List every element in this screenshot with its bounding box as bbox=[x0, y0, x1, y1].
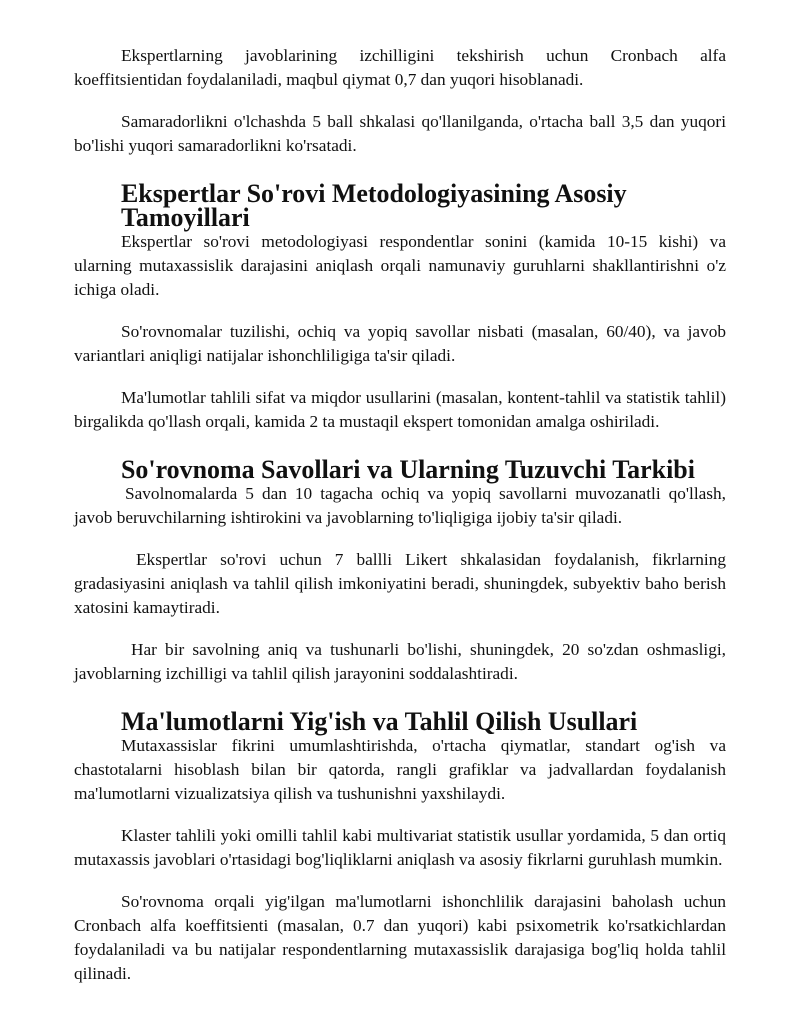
questions-paragraph-1: Savolnomalarda 5 dan 10 tagacha ochiq va yopiq savollarni muvozanatli qo'llash, javob beruvchilarning ishtirokini va javoblarning to'liqligiga ijobiy ta'sir qiladi. bbox=[74, 484, 726, 527]
section-questions bbox=[74, 455, 726, 686]
methodology-paragraph-2: So'rovnomalar tuzilishi, ochiq va yopiq savollar nisbati (masalan, 60/40), va javob variantlari aniqligi natijalar ishonchliligiga ta'sir qiladi. bbox=[74, 322, 726, 365]
intro-paragraph-1: Ekspertlarning javoblarining izchilligini tekshirish uchun Cronbach alfa koeffitsientidan foydalaniladi, maqbul qiymat 0,7 dan yuqori hisoblanadi. bbox=[74, 46, 726, 89]
intro-paragraph-2: Samaradorlikni o'lchashda 5 ball shkalasi qo'llanilganda, o'rtacha ball 3,5 dan yuqori bo'lishi yuqori samaradorlikni ko'rsatadi. bbox=[74, 112, 726, 155]
questions-paragraph-3: Har bir savolning aniq va tushunarli bo'lishi, shuningdek, 20 so'zdan oshmasligi, javoblarning izchilligi va tahlil qilish jarayonini soddalashtiradi. bbox=[74, 640, 726, 683]
section-heading-questions: So'rovnoma Savollari va Ularning Tuzuvchi Tarkibi bbox=[121, 455, 695, 484]
questions-paragraph-2: Ekspertlar so'rovi uchun 7 ballli Likert shkalasidan foydalanish, fikrlarning gradasiyasini aniqlash va tahlil qilish imkoniyatini beradi, shuningdek, subyektiv baho berish xatosini kamaytiradi. bbox=[74, 550, 726, 617]
data-methods-paragraph-3: So'rovnoma orqali yig'ilgan ma'lumotlarni ishonchlilik darajasini baholash uchun Cronbach alfa koeffitsienti (masalan, 0.7 dan yuqori) kabi psixometrik ko'rsatkichlardan foydalaniladi va bu natijalar respondentlarning mutaxassislik darajasiga bog'liq holda tahlil qilinadi. bbox=[74, 892, 726, 983]
methodology-paragraph-1: Ekspertlar so'rovi metodologiyasi respondentlar sonini (kamida 10-15 kishi) va ularning mutaxassislik darajasini aniqlash orqali namunaviy guruhlarni shakllantirishni o'z ichiga oladi. bbox=[74, 232, 726, 299]
document-page bbox=[74, 44, 726, 1004]
section-data-methods bbox=[74, 707, 726, 986]
section-heading-methodology: Ekspertlar So'rovi Metodologiyasining Asosiy Tamoyillari bbox=[121, 179, 627, 232]
data-methods-paragraph-2: Klaster tahlili yoki omilli tahlil kabi multivariat statistik usullar yordamida, 5 dan ortiq mutaxassis javoblari o'rtasidagi bog'liqliklarni aniqlash va asosiy fikrlarni guruhlash mumkin. bbox=[74, 826, 726, 869]
section-heading-data-methods: Ma'lumotlarni Yig'ish va Tahlil Qilish Usullari bbox=[121, 707, 638, 736]
methodology-paragraph-3: Ma'lumotlar tahlili sifat va miqdor usullarini (masalan, kontent-tahlil va statistik tahlil) birgalikda qo'llash orqali, kamida 2 ta mustaqil ekspert tomonidan amalga oshiriladi. bbox=[74, 388, 726, 431]
section-methodology bbox=[74, 179, 726, 434]
data-methods-paragraph-1: Mutaxassislar fikrini umumlashtirishda, o'rtacha qiymatlar, standart og'ish va chastotalarni hisoblash bilan bir qatorda, rangli grafiklar va jadvallardan foydalanish ma'lumotlarni vizualizatsiya qilish va tushunishni yaxshilaydi. bbox=[74, 736, 726, 803]
